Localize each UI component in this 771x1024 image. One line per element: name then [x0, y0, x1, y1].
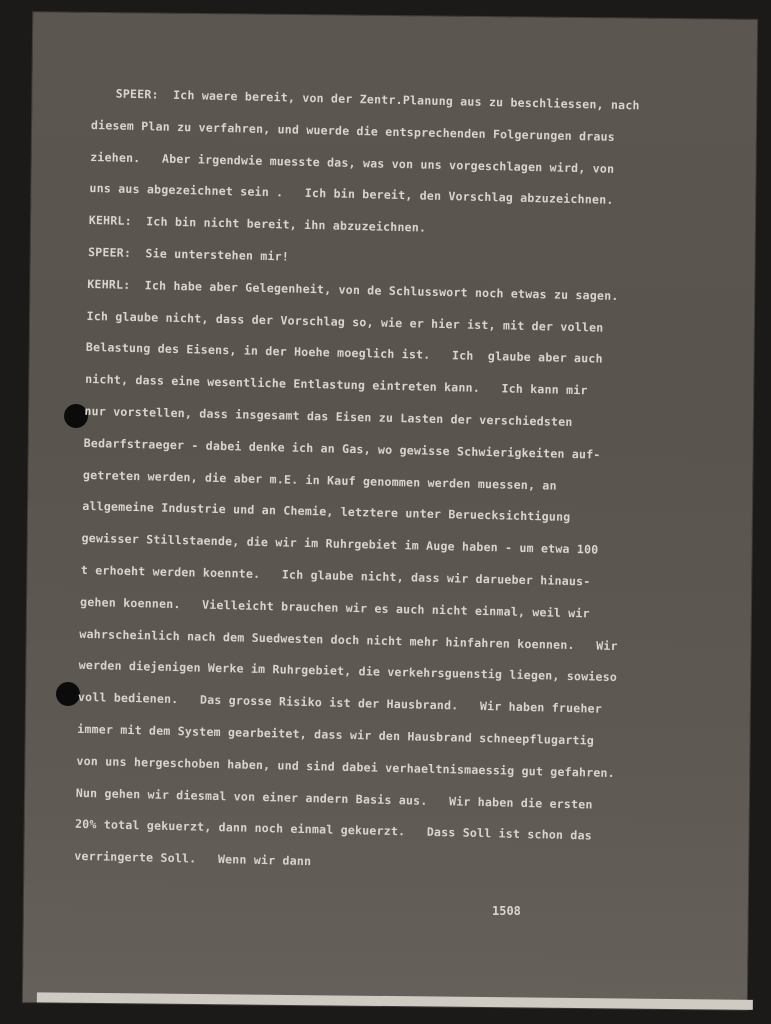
text-line: wahrscheinlich nach dem Suedwesten doch nicht mehr hinfahren koennen. Wir [79, 626, 618, 653]
text-line: Bedarfstraeger - dabei denke ich an Gas, wo gewisse Schwierigkeiten auf- [83, 435, 601, 462]
text-line: immer mit dem System gearbeitet, dass wir den Hausbrand schneepflugartig [77, 721, 595, 748]
typewritten-text [74, 78, 702, 887]
text-line: Nun gehen wir diesmal von einer andern Basis aus. Wir haben die ersten [75, 785, 593, 812]
text-line: t erhoeht werden koennte. Ich glaube nicht, dass wir darueber hinaus- [80, 562, 591, 589]
text-line: nicht, dass eine wesentliche Entlastung eintreten kann. Ich kann mir [85, 372, 588, 398]
text-line: allgemeine Industrie und an Chemie, letztere unter Beruecksichtigung [82, 499, 571, 525]
text-line: uns aus abgezeichnet sein . Ich bin bereit, den Vorschlag abzuzeichnen. [89, 181, 614, 208]
text-line: SPEER: Ich waere bereit, von der Zentr.Planung aus zu beschliessen, nach [115, 86, 640, 113]
text-line: Belastung des Eisens, in der Hoehe moeglich ist. Ich glaube aber auch [85, 340, 603, 367]
text-line: von uns hergeschoben haben, und sind dabei verhaeltnismaessig gut gefahren. [76, 753, 616, 780]
text-line: Ich glaube nicht, dass der Vorschlag so, wie er hier ist, mit der vollen [86, 308, 604, 335]
text-line: voll bedienen. Das grosse Risiko ist der Hausbrand. Wir haben frueher [77, 689, 603, 716]
text-line: KEHRL: Ich bin nicht bereit, ihn abzuzeichnen. [88, 213, 427, 235]
text-line: nur vorstellen, dass insgesamt das Eisen zu Lasten der verschiedsten [84, 403, 573, 429]
text-line: KEHRL: Ich habe aber Gelegenheit, von de Schlusswort noch etwas zu sagen. [87, 276, 619, 303]
text-line: diesem Plan zu verfahren, und wuerde die entsprechenden Folgerungen draus [90, 117, 616, 144]
punch-hole-bottom [56, 682, 80, 706]
page-number: 1508 [492, 904, 521, 918]
text-line: SPEER: Sie unterstehen mir! [87, 244, 290, 264]
text-line: gehen koennen. Vielleicht brauchen wir es auch nicht einmal, weil wir [79, 594, 590, 621]
text-line: ziehen. Aber irgendwie muesste das, was von uns vorgeschlagen wird, von [90, 149, 615, 176]
text-line: getreten werden, die aber m.E. in Kauf genommen werden muessen, an [82, 467, 557, 493]
paper-bottom-edge [37, 992, 753, 1009]
text-line: gewisser Stillstaende, die wir im Ruhrgebiet im Auge haben - um etwa 100 [81, 531, 599, 557]
text-line: 20% total gekuerzt, dann noch einmal gekuerzt. Dass Soll ist schon das [74, 817, 593, 843]
text-line: werden diejenigen Werke im Ruhrgebiet, die verkehrsguenstig liegen, sowieso [78, 658, 618, 685]
text-line: verringerte Soll. Wenn wir dann [74, 848, 312, 869]
